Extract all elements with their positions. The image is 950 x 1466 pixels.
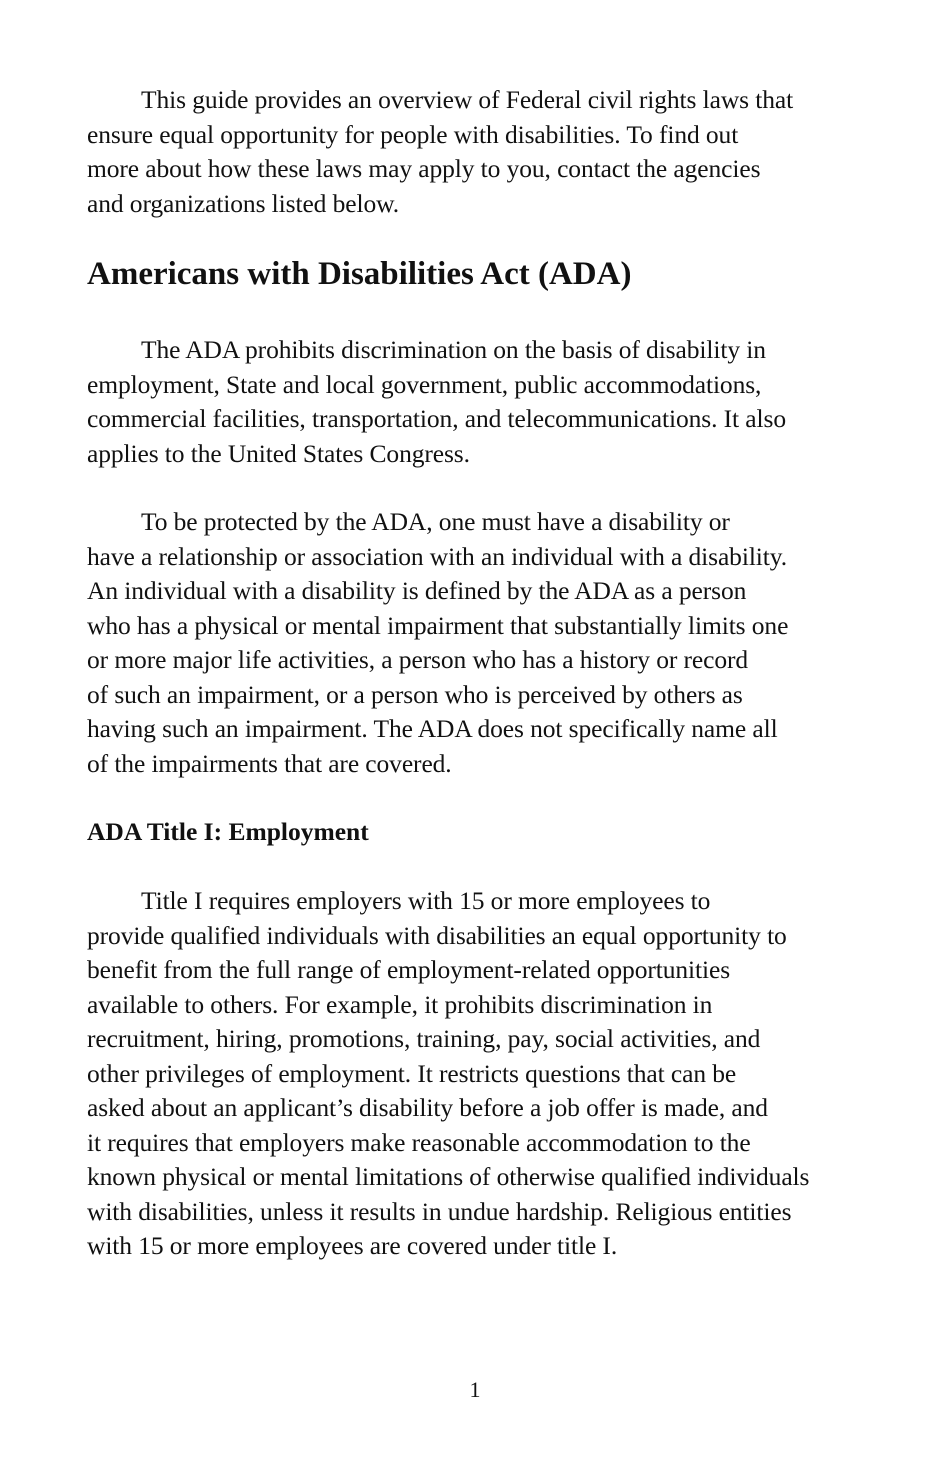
- ada-overview-line-1: The ADA prohibits discrimination on the basis of disability in: [141, 335, 766, 364]
- title-one-paragraph: [87, 884, 809, 1264]
- title-one-line-10: with disabilities, unless it results in undue hardship. Religious entities: [87, 1196, 792, 1226]
- title-one-line-9: known physical or mental limitations of otherwise qualified individuals: [87, 1162, 810, 1191]
- ada-definition-line-3: An individual with a disability is defined by the ADA as a person: [87, 576, 747, 605]
- ada-definition-paragraph: [87, 505, 788, 781]
- title-one-line-11: with 15 or more employees are covered under title I.: [87, 1231, 618, 1260]
- ada-definition-line-7: having such an impairment. The ADA does not specifically name all: [87, 714, 778, 743]
- ada-overview-line-4: applies to the United States Congress.: [87, 438, 470, 468]
- page-number: 1: [469, 1377, 481, 1402]
- ada-section-heading: Americans with Disabilities Act (ADA): [87, 256, 632, 292]
- title-one-heading: ADA Title I: Employment: [87, 817, 369, 846]
- title-one-line-7: asked about an applicant’s disability before a job offer is made, and: [87, 1093, 768, 1122]
- ada-overview-paragraph: [87, 333, 786, 471]
- intro-line-3: more about how these laws may apply to you, contact the agencies: [87, 154, 761, 183]
- ada-definition-line-8: of the impairments that are covered.: [87, 748, 452, 778]
- ada-definition-line-5: or more major life activities, a person who has a history or record: [87, 645, 749, 674]
- intro-line-2: ensure equal opportunity for people with disabilities. To find out: [87, 119, 739, 149]
- title-one-line-8: it requires that employers make reasonable accommodation to the: [87, 1127, 751, 1157]
- intro-paragraph: [87, 83, 793, 221]
- title-one-line-3: benefit from the full range of employment-related opportunities: [87, 955, 731, 984]
- title-one-line-5: recruitment, hiring, promotions, training, pay, social activities, and: [87, 1024, 761, 1053]
- title-one-line-2: provide qualified individuals with disabilities an equal opportunity to: [87, 920, 787, 950]
- title-one-line-4: available to others. For example, it prohibits discrimination in: [87, 989, 713, 1019]
- title-one-line-1: Title I requires employers with 15 or more employees to: [141, 886, 711, 915]
- ada-overview-line-3: commercial facilities, transportation, and telecommunications. It also: [87, 404, 786, 433]
- ada-definition-line-6: of such an impairment, or a person who is perceived by others as: [87, 679, 743, 709]
- ada-definition-line-1: To be protected by the ADA, one must have a disability or: [141, 507, 730, 536]
- ada-overview-line-2: employment, State and local government, public accommodations,: [87, 369, 762, 399]
- intro-line-1: This guide provides an overview of Federal civil rights laws that: [141, 85, 794, 114]
- title-one-line-6: other privileges of employment. It restricts questions that can be: [87, 1058, 737, 1088]
- intro-line-4: and organizations listed below.: [87, 188, 400, 218]
- ada-definition-line-2: have a relationship or association with an individual with a disability.: [87, 541, 788, 571]
- ada-definition-line-4: who has a physical or mental impairment that substantially limits one: [87, 610, 789, 640]
